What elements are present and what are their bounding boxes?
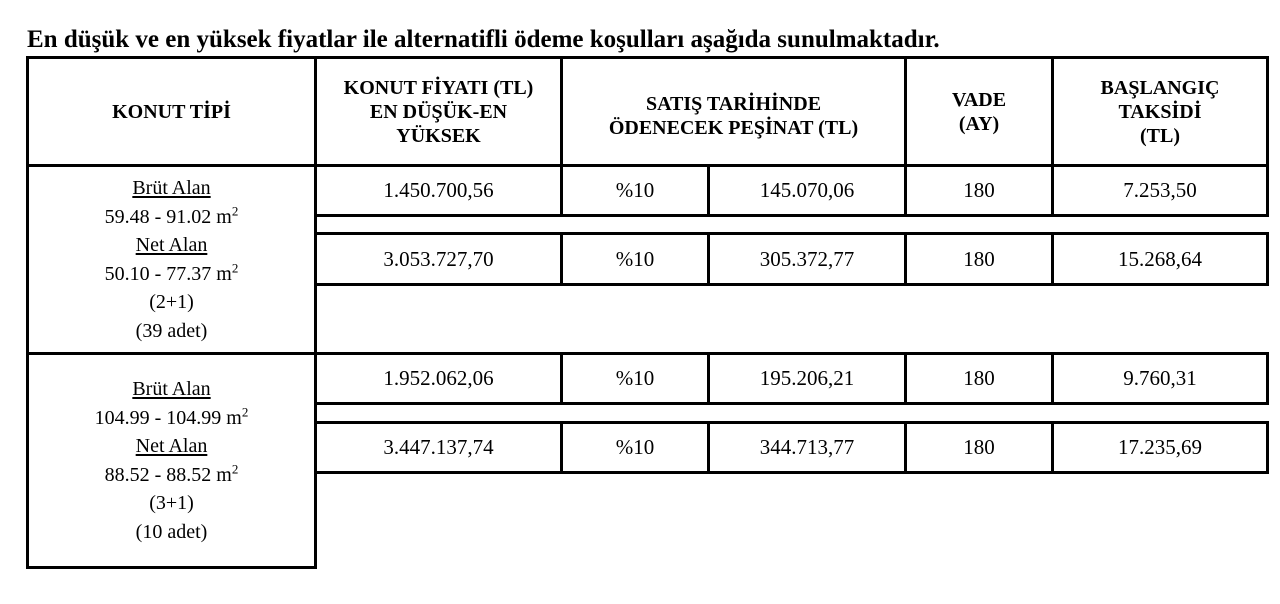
table-rule [26, 566, 317, 569]
cell-baslangic-taksidi [1054, 355, 1266, 402]
page-title: En düşük ve en yüksek fiyatlar ile alternatifli ödeme koşulları aşağıda sunulmaktadır. [27, 26, 940, 53]
pesinat-orani-value: %10 [615, 435, 655, 459]
net-alan-label: Net Alan [135, 435, 208, 457]
header-konut-fiyati-line: KONUT FİYATI (TL) [343, 76, 534, 99]
table-rule [1266, 56, 1269, 167]
konut-tipi-cell [29, 355, 314, 566]
cell-konut-fiyati [317, 424, 560, 471]
pesinat-tutari-value: 145.070,06 [759, 178, 855, 202]
konut-fiyati-value: 1.952.062,06 [383, 366, 494, 390]
area-unit-superscript: 2 [231, 259, 239, 275]
konut-fiyati-value: 1.450.700,56 [383, 178, 494, 202]
cell-baslangic-taksidi [1054, 424, 1266, 471]
table-rule [314, 471, 1269, 474]
vade-value: 180 [963, 178, 995, 202]
cell-baslangic-taksidi [1054, 167, 1266, 214]
header-pesinat-line: SATIŞ TARİHİNDE [645, 92, 822, 115]
cell-konut-fiyati [317, 235, 560, 283]
cell-pesinat-tutari [710, 424, 904, 471]
pesinat-tutari-value: 344.713,77 [759, 435, 855, 459]
table-rule [1266, 352, 1269, 405]
room-count: (2+1) [149, 291, 194, 313]
header-pesinat-line: ÖDENECEK PEŞİNAT (TL) [608, 116, 859, 139]
cell-vade [907, 355, 1051, 402]
room-count: (3+1) [149, 492, 194, 514]
cell-vade [907, 167, 1051, 214]
header-baslangic-taksidi-line: TAKSİDİ [1118, 100, 1202, 123]
header-konut-tipi-line: KONUT TİPİ [112, 100, 231, 123]
cell-baslangic-taksidi [1054, 235, 1266, 283]
cell-pesinat-tutari [710, 235, 904, 283]
pesinat-orani-value: %10 [615, 366, 655, 390]
cell-pesinat-orani [563, 424, 707, 471]
taksit-value: 7.253,50 [1123, 178, 1197, 202]
pesinat-tutari-value: 195.206,21 [759, 366, 855, 390]
cell-konut-fiyati [317, 167, 560, 214]
unit-count: (10 adet) [135, 520, 208, 543]
brut-alan-value: 59.48 - 91.02 $m^2$ [104, 202, 239, 228]
header-vade [907, 59, 1051, 164]
brut-alan-label: Brüt Alan [132, 378, 211, 400]
table-rule [1266, 232, 1269, 286]
net-alan-value: 88.52 - 88.52 $m^2$ [104, 460, 239, 486]
cell-pesinat-tutari [710, 167, 904, 214]
unit-count: (39 adet) [135, 319, 208, 342]
header-konut-tipi [29, 59, 314, 164]
table-rule [314, 402, 1269, 405]
konut-tipi-cell [29, 167, 314, 352]
header-baslangic-taksidi-line: BAŞLANGIÇ [1100, 76, 1220, 99]
vade-value: 180 [963, 246, 995, 271]
cell-pesinat-tutari [710, 355, 904, 402]
net-alan-label: Net Alan [135, 234, 208, 256]
table-rule [314, 283, 1269, 286]
header-konut-fiyati-line: EN DÜŞÜK-EN [369, 100, 508, 123]
header-konut-fiyati [317, 59, 560, 164]
cell-pesinat-orani [563, 167, 707, 214]
area-unit-superscript: 2 [231, 460, 239, 476]
header-baslangic-taksidi-line: (TL) [1140, 124, 1180, 147]
taksit-value: 17.235,69 [1118, 435, 1202, 459]
table-rule [1266, 164, 1269, 217]
header-vade-line: VADE [951, 88, 1007, 111]
brut-alan-label: Brüt Alan [132, 177, 211, 199]
table-rule [1266, 421, 1269, 474]
konut-fiyati-value: 3.447.137,74 [383, 435, 494, 459]
taksit-value: 9.760,31 [1123, 366, 1197, 390]
header-vade-line: (AY) [958, 112, 1000, 135]
header-baslangic-taksidi [1054, 59, 1266, 164]
vade-value: 180 [963, 435, 995, 459]
cell-konut-fiyati [317, 355, 560, 402]
header-konut-fiyati-line: YÜKSEK [396, 124, 481, 147]
area-unit-superscript: 2 [241, 403, 249, 419]
vade-value: 180 [963, 366, 995, 390]
pesinat-orani-value: %10 [615, 178, 655, 202]
table-rule [314, 214, 1269, 217]
cell-vade [907, 235, 1051, 283]
cell-pesinat-orani [563, 235, 707, 283]
pesinat-orani-value: %10 [615, 246, 655, 271]
brut-alan-value: 104.99 - 104.99 $m^2$ [94, 403, 249, 429]
cell-pesinat-orani [563, 355, 707, 402]
cell-vade [907, 424, 1051, 471]
net-alan-value: 50.10 - 77.37 $m^2$ [104, 259, 239, 285]
konut-fiyati-value: 3.053.727,70 [383, 246, 494, 271]
pesinat-tutari-value: 305.372,77 [759, 246, 855, 271]
taksit-value: 15.268,64 [1118, 246, 1202, 271]
header-pesinat [563, 59, 904, 168]
area-unit-superscript: 2 [231, 202, 239, 218]
